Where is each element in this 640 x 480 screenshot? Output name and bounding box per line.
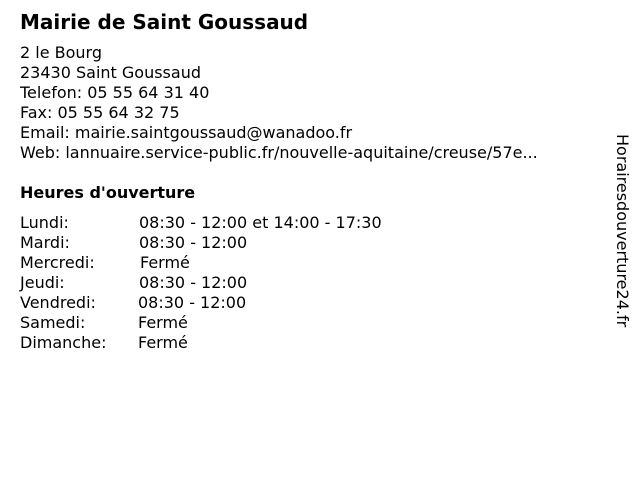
day-label: Jeudi: — [20, 273, 65, 292]
day-label: Mercredi: — [20, 253, 95, 272]
time-value: Fermé — [138, 313, 188, 332]
time-value: 08:30 - 12:00 — [138, 293, 247, 312]
address-city: 23430 Saint Goussaud — [20, 63, 201, 82]
time-value: 08:30 - 12:00 — [139, 233, 248, 252]
website-link[interactable]: Web: lannuaire.service-public.fr/nouvelle-aquitaine/creuse/57e... — [20, 143, 538, 162]
time-value: Fermé — [138, 333, 188, 352]
day-label: Dimanche: — [20, 333, 107, 352]
address-street: 2 le Bourg — [20, 43, 102, 62]
day-label: Samedi: — [20, 313, 86, 332]
opening-hours-heading: Heures d'ouverture — [20, 183, 196, 202]
site-brand-vertical — [612, 134, 632, 374]
day-label: Lundi: — [20, 213, 69, 232]
time-value: Fermé — [140, 253, 190, 272]
day-label: Vendredi: — [20, 293, 96, 312]
day-label: Mardi: — [20, 233, 70, 252]
page-title: Mairie de Saint Goussaud — [20, 10, 309, 34]
phone-number: Telefon: 05 55 64 31 40 — [20, 83, 210, 102]
contact-block — [20, 43, 538, 163]
time-value: 08:30 - 12:00 et 14:00 - 17:30 — [139, 213, 382, 232]
time-value: 08:30 - 12:00 — [139, 273, 248, 292]
site-brand-label: Horairesdouverture24.fr — [613, 134, 632, 328]
fax-number: Fax: 05 55 64 32 75 — [20, 103, 180, 122]
email-link[interactable]: Email: mairie.saintgoussaud@wanadoo.fr — [20, 123, 353, 142]
